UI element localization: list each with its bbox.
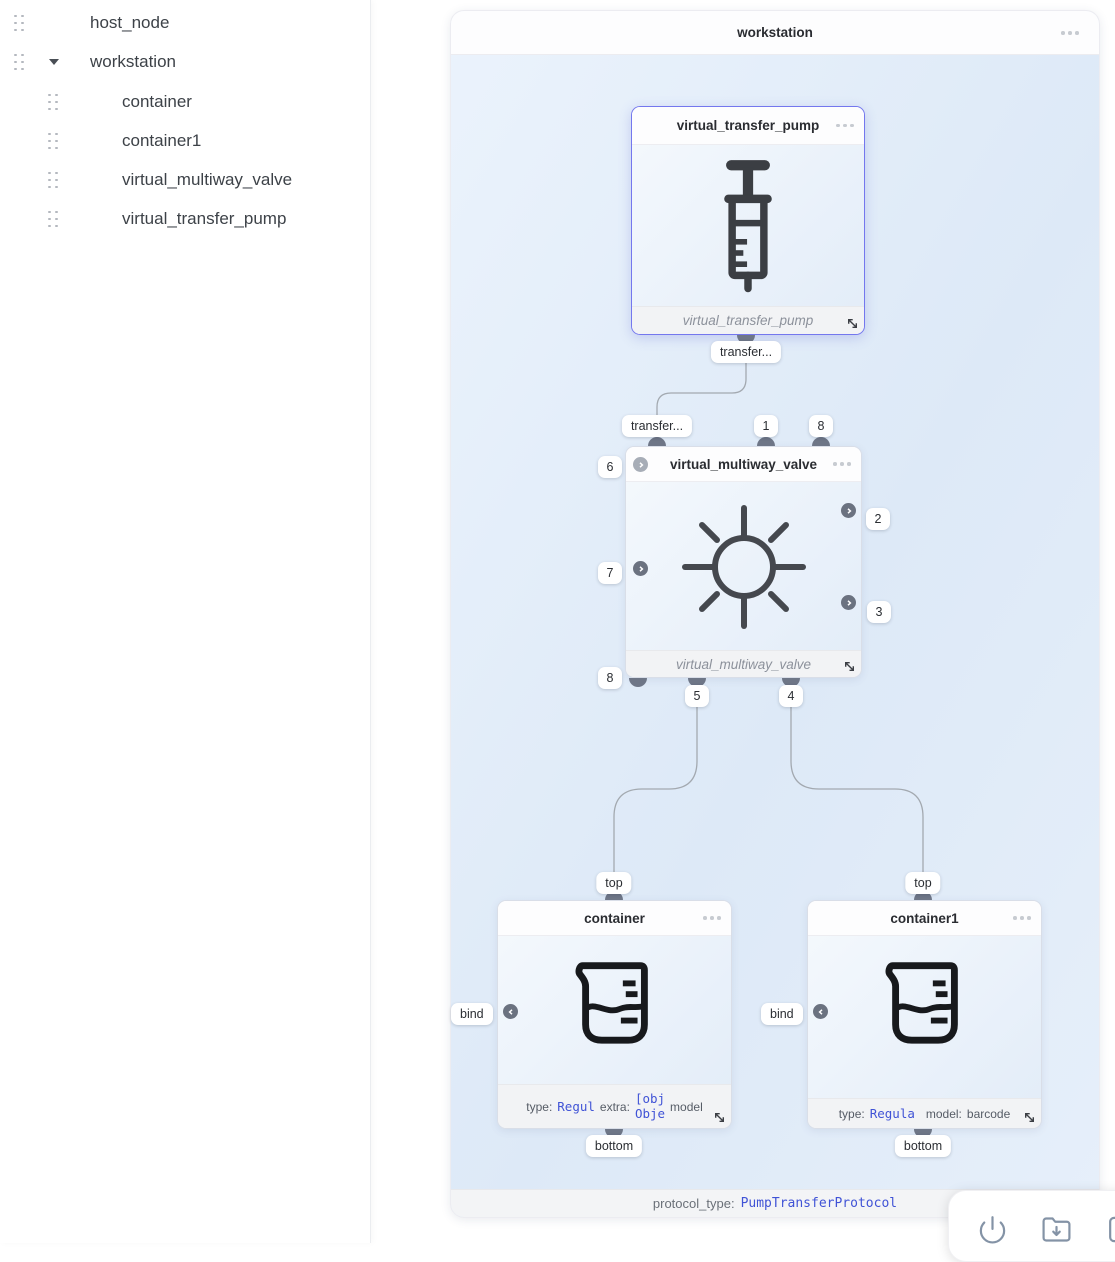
sidebar-item-virtual-transfer-pump[interactable] bbox=[0, 204, 371, 234]
node-title: container bbox=[584, 910, 645, 926]
sidebar-item-virtual-multiway-valve[interactable] bbox=[0, 165, 371, 195]
port-label-8: 8 bbox=[809, 415, 833, 437]
node-menu-icon[interactable] bbox=[836, 124, 854, 128]
port-label-4: 4 bbox=[779, 685, 803, 707]
port-label-transfer: transfer... bbox=[622, 415, 692, 437]
node-header[interactable] bbox=[808, 901, 1041, 936]
drag-dots-icon[interactable] bbox=[48, 94, 58, 111]
device-tree-sidebar bbox=[0, 0, 371, 1243]
tree-item-label: workstation bbox=[90, 52, 176, 71]
node-menu-icon[interactable] bbox=[833, 462, 851, 466]
extra-value: [obj Obje bbox=[634, 1091, 666, 1121]
tree-item-label: virtual_multiway_valve bbox=[122, 170, 293, 189]
tree-item-label: host_node bbox=[90, 13, 170, 32]
node-container[interactable] bbox=[497, 900, 732, 1129]
drag-dots-icon[interactable] bbox=[48, 133, 58, 150]
port-label-bind: bind bbox=[761, 1003, 803, 1025]
node-title: virtual_multiway_valve bbox=[669, 456, 818, 472]
port-7-handle[interactable] bbox=[633, 561, 648, 576]
drag-dots-icon[interactable] bbox=[14, 54, 24, 71]
node-header[interactable] bbox=[498, 901, 731, 936]
workstation-menu-icon[interactable] bbox=[1061, 31, 1079, 35]
port-label-top: top bbox=[596, 872, 631, 894]
workstation-title: workstation bbox=[737, 25, 813, 40]
type-label: type: bbox=[838, 1106, 865, 1121]
port-label-transfer: transfer... bbox=[711, 341, 781, 363]
resize-diagonal-icon[interactable] bbox=[843, 660, 856, 673]
drag-dots-icon[interactable] bbox=[14, 15, 24, 32]
node-virtual-multiway-valve[interactable] bbox=[625, 446, 862, 678]
canvas-action-toolbar bbox=[948, 1190, 1115, 1262]
model-label: model bbox=[670, 1099, 703, 1114]
node-container1[interactable] bbox=[807, 900, 1042, 1129]
workstation-canvas-panel bbox=[450, 10, 1100, 1218]
node-header[interactable] bbox=[626, 447, 861, 482]
protocol-type-label: protocol_type: bbox=[652, 1196, 735, 1211]
type-value: Regula bbox=[869, 1106, 915, 1121]
node-footer bbox=[808, 1098, 1041, 1128]
port-label-bind: bind bbox=[451, 1003, 493, 1025]
node-footer bbox=[632, 306, 864, 334]
sidebar-item-workstation[interactable] bbox=[0, 47, 371, 77]
valve-port-1-handle[interactable] bbox=[757, 437, 775, 446]
port-label-5: 5 bbox=[685, 685, 709, 707]
port-label-top: top bbox=[905, 872, 940, 894]
valve-port-8-top-handle[interactable] bbox=[812, 437, 830, 446]
syringe-icon bbox=[703, 155, 793, 295]
model-label: model: bbox=[925, 1106, 962, 1121]
node-footer bbox=[626, 650, 861, 677]
document-icon[interactable] bbox=[1105, 1214, 1115, 1245]
node-header[interactable] bbox=[632, 107, 864, 145]
edge-valve5-to-container-top bbox=[614, 678, 697, 902]
protocol-type-value: PumpTransferProtocol bbox=[740, 1196, 898, 1211]
node-virtual-transfer-pump[interactable] bbox=[631, 106, 865, 335]
node-menu-icon[interactable] bbox=[703, 916, 721, 920]
port-label-8: 8 bbox=[598, 667, 622, 689]
node-menu-icon[interactable] bbox=[1013, 916, 1031, 920]
power-icon[interactable] bbox=[977, 1214, 1008, 1245]
port-3-handle[interactable] bbox=[841, 595, 856, 610]
node-title: virtual_transfer_pump bbox=[676, 118, 820, 133]
extra-label: extra: bbox=[599, 1099, 630, 1114]
node-footer bbox=[498, 1084, 731, 1128]
port-label-7: 7 bbox=[598, 562, 622, 584]
tree-item-label: virtual_transfer_pump bbox=[122, 209, 287, 228]
port-label-bottom: bottom bbox=[895, 1135, 951, 1157]
node-instance-name: virtual_transfer_pump bbox=[682, 313, 814, 328]
tree-item-label: container1 bbox=[122, 131, 202, 150]
sidebar-item-container[interactable] bbox=[0, 87, 371, 117]
type-label: type: bbox=[526, 1099, 553, 1114]
resize-diagonal-icon[interactable] bbox=[713, 1111, 726, 1124]
caret-down-icon[interactable] bbox=[49, 59, 59, 65]
node-instance-name: virtual_multiway_valve bbox=[675, 656, 812, 672]
valve-transfer-port-handle[interactable] bbox=[648, 437, 666, 446]
resize-diagonal-icon[interactable] bbox=[1023, 1111, 1036, 1124]
tree-item-label: container bbox=[122, 92, 192, 111]
beaker-icon bbox=[566, 953, 664, 1051]
drag-dots-icon[interactable] bbox=[48, 211, 58, 228]
drag-dots-icon[interactable] bbox=[48, 172, 58, 189]
type-value: Regul bbox=[557, 1099, 595, 1114]
edge-valve4-to-container1-top bbox=[791, 678, 923, 902]
valve-port-8-bottom-handle[interactable] bbox=[629, 678, 647, 687]
sidebar-item-container1[interactable] bbox=[0, 126, 371, 156]
port-2-handle[interactable] bbox=[841, 503, 856, 518]
sidebar-item-host-node[interactable] bbox=[0, 8, 371, 38]
port-6-handle[interactable] bbox=[633, 457, 648, 472]
port-label-3: 3 bbox=[867, 601, 891, 623]
port-label-1: 1 bbox=[754, 415, 778, 437]
port-bind-handle[interactable] bbox=[813, 1004, 828, 1019]
port-label-2: 2 bbox=[866, 508, 890, 530]
resize-diagonal-icon[interactable] bbox=[846, 317, 859, 330]
beaker-icon bbox=[876, 953, 974, 1051]
port-label-bottom: bottom bbox=[586, 1135, 642, 1157]
port-label-6: 6 bbox=[598, 456, 622, 478]
model-value: barcode bbox=[966, 1106, 1011, 1121]
multiway-valve-icon bbox=[679, 502, 809, 632]
port-bind-handle[interactable] bbox=[503, 1004, 518, 1019]
node-title: container1 bbox=[890, 910, 959, 926]
folder-download-icon[interactable] bbox=[1041, 1214, 1072, 1245]
workstation-header bbox=[451, 11, 1099, 55]
